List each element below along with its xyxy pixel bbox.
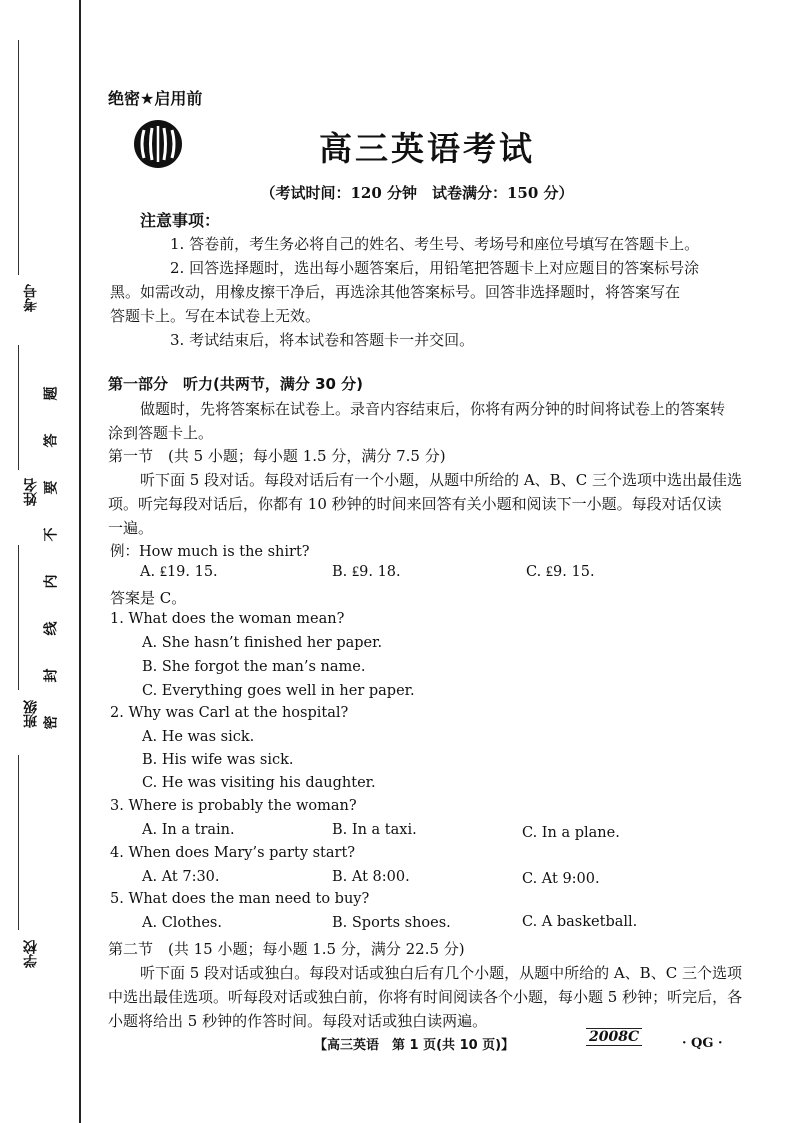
- section2-instructions-2: 中选出最佳选项。听每段对话或独白前，你将有时间阅读各个小题，每小题 5 秒钟；听完后，各: [108, 988, 743, 1006]
- seal-char: 答: [43, 433, 60, 448]
- question-4-option-a: A. At 7:30.: [142, 869, 220, 885]
- notice-item-3: 3. 考试结束后，将本试卷和答题卡一并交回。: [170, 331, 475, 349]
- example-question: 例：How much is the shirt?: [110, 544, 310, 560]
- section1-instructions-2: 项。听完每段对话后，你都有 10 秒钟的时间来回答有关小题和阅读下一小题。每段对话仅读: [108, 495, 722, 513]
- section1-heading: 第一节 (共 5 小题；每小题 1.5 分，满分 7.5 分): [108, 447, 446, 465]
- question-4: 4. When does Mary’s party start?: [110, 845, 356, 861]
- school-underline: [18, 755, 19, 930]
- name-underline: [18, 345, 19, 470]
- page-footer: 【高三英语 第 1 页(共 10 页)】: [314, 1038, 515, 1053]
- question-3-option-c: C. In a plane.: [522, 825, 620, 841]
- question-5-option-a: A. Clothes.: [142, 915, 222, 931]
- seal-char: 内: [43, 574, 60, 589]
- question-4-option-c: C. At 9:00.: [522, 871, 600, 887]
- exam-no-field: [24, 284, 38, 312]
- question-3-option-b: B. In a taxi.: [332, 822, 417, 838]
- question-3-option-a: A. In a train.: [142, 822, 235, 838]
- example-option-c: C. ₤9. 15.: [526, 564, 595, 580]
- question-2-option-a: A. He was sick.: [142, 729, 255, 745]
- example-option-b: B. ₤9. 18.: [332, 564, 401, 580]
- school-label: 学校: [23, 940, 39, 968]
- question-5-option-c: C. A basketball.: [522, 914, 638, 930]
- section1-instructions: 听下面 5 段对话。每段对话后有一个小题，从题中所给的 A、B、C 三个选项中选出最佳选: [140, 471, 742, 489]
- exam-subtitle: （考试时间：120 分钟 试卷满分：150 分）: [260, 184, 574, 202]
- notice-heading: 注意事项：: [140, 211, 221, 230]
- class-label: 班级: [23, 700, 39, 728]
- seal-char: 题: [43, 386, 60, 401]
- section2-instructions: 听下面 5 段对话或独白。每段对话或独白后有几个小题，从题中所给的 A、B、C 三个选项: [140, 964, 742, 982]
- page-title: 高三英语考试: [319, 129, 535, 168]
- question-2: 2. Why was Carl at the hospital?: [110, 705, 349, 721]
- section1-instructions-3: 一遍。: [108, 519, 154, 537]
- exam-code: 2008C: [586, 1028, 642, 1046]
- class-underline: [18, 545, 19, 690]
- part1-intro-cont: 涂到答题卡上。: [108, 424, 214, 442]
- school-field: [24, 940, 38, 968]
- section2-heading: 第二节 (共 15 小题；每小题 1.5 分，满分 22.5 分): [108, 940, 465, 958]
- exam-no-label: 考号: [23, 284, 39, 312]
- question-2-option-b: B. His wife was sick.: [142, 752, 294, 768]
- question-1-option-b: B. She forgot the man’s name.: [142, 659, 366, 675]
- question-1: 1. What does the woman mean?: [110, 611, 345, 627]
- question-1-option-c: C. Everything goes well in her paper.: [142, 683, 415, 699]
- notice-item-2-cont: 黑。如需改动，用橡皮擦干净后，再选涂其他答案标号。回答非选择题时，将答案写在: [110, 283, 681, 301]
- question-2-option-c: C. He was visiting his daughter.: [142, 775, 376, 791]
- class-field: [24, 700, 38, 728]
- notice-item-2-end: 答题卡上。写在本试卷上无效。: [110, 307, 321, 325]
- example-option-a: A. ₤19. 15.: [140, 564, 218, 580]
- question-3: 3. Where is probably the woman?: [110, 798, 357, 814]
- seal-warning: [43, 370, 72, 746]
- section2-instructions-3: 小题将给出 5 秒钟的作答时间。每段对话或独白读两遍。: [108, 1012, 488, 1030]
- name-field: [24, 478, 38, 506]
- question-1-option-a: A. She hasn’t finished her paper.: [142, 635, 383, 651]
- publisher-mark: · QG ·: [682, 1036, 723, 1051]
- seal-char: 密: [43, 715, 60, 730]
- part1-intro: 做题时，先将答案标在试卷上。录音内容结束后，你将有两分钟的时间将试卷上的答案转: [140, 400, 726, 418]
- question-4-option-b: B. At 8:00.: [332, 869, 410, 885]
- seal-char: 线: [43, 621, 60, 636]
- part1-heading: 第一部分 听力(共两节，满分 30 分): [108, 375, 364, 393]
- question-5: 5. What does the man need to buy?: [110, 891, 370, 907]
- seal-char: 封: [43, 668, 60, 683]
- notice-item-2: 2. 回答选择题时，选出每小题答案后，用铅笔把答题卡上对应题目的答案标号涂: [170, 259, 700, 277]
- seal-char: 要: [43, 480, 60, 495]
- notice-item-1: 1. 答卷前，考生务必将自己的姓名、考生号、考场号和座位号填写在答题卡上。: [170, 235, 700, 253]
- example-answer: 答案是 C。: [110, 589, 187, 607]
- confidential-mark: 绝密★启用前: [108, 89, 203, 108]
- seal-char: 不: [43, 527, 60, 542]
- question-5-option-b: B. Sports shoes.: [332, 915, 451, 931]
- name-label: 姓名: [23, 478, 39, 506]
